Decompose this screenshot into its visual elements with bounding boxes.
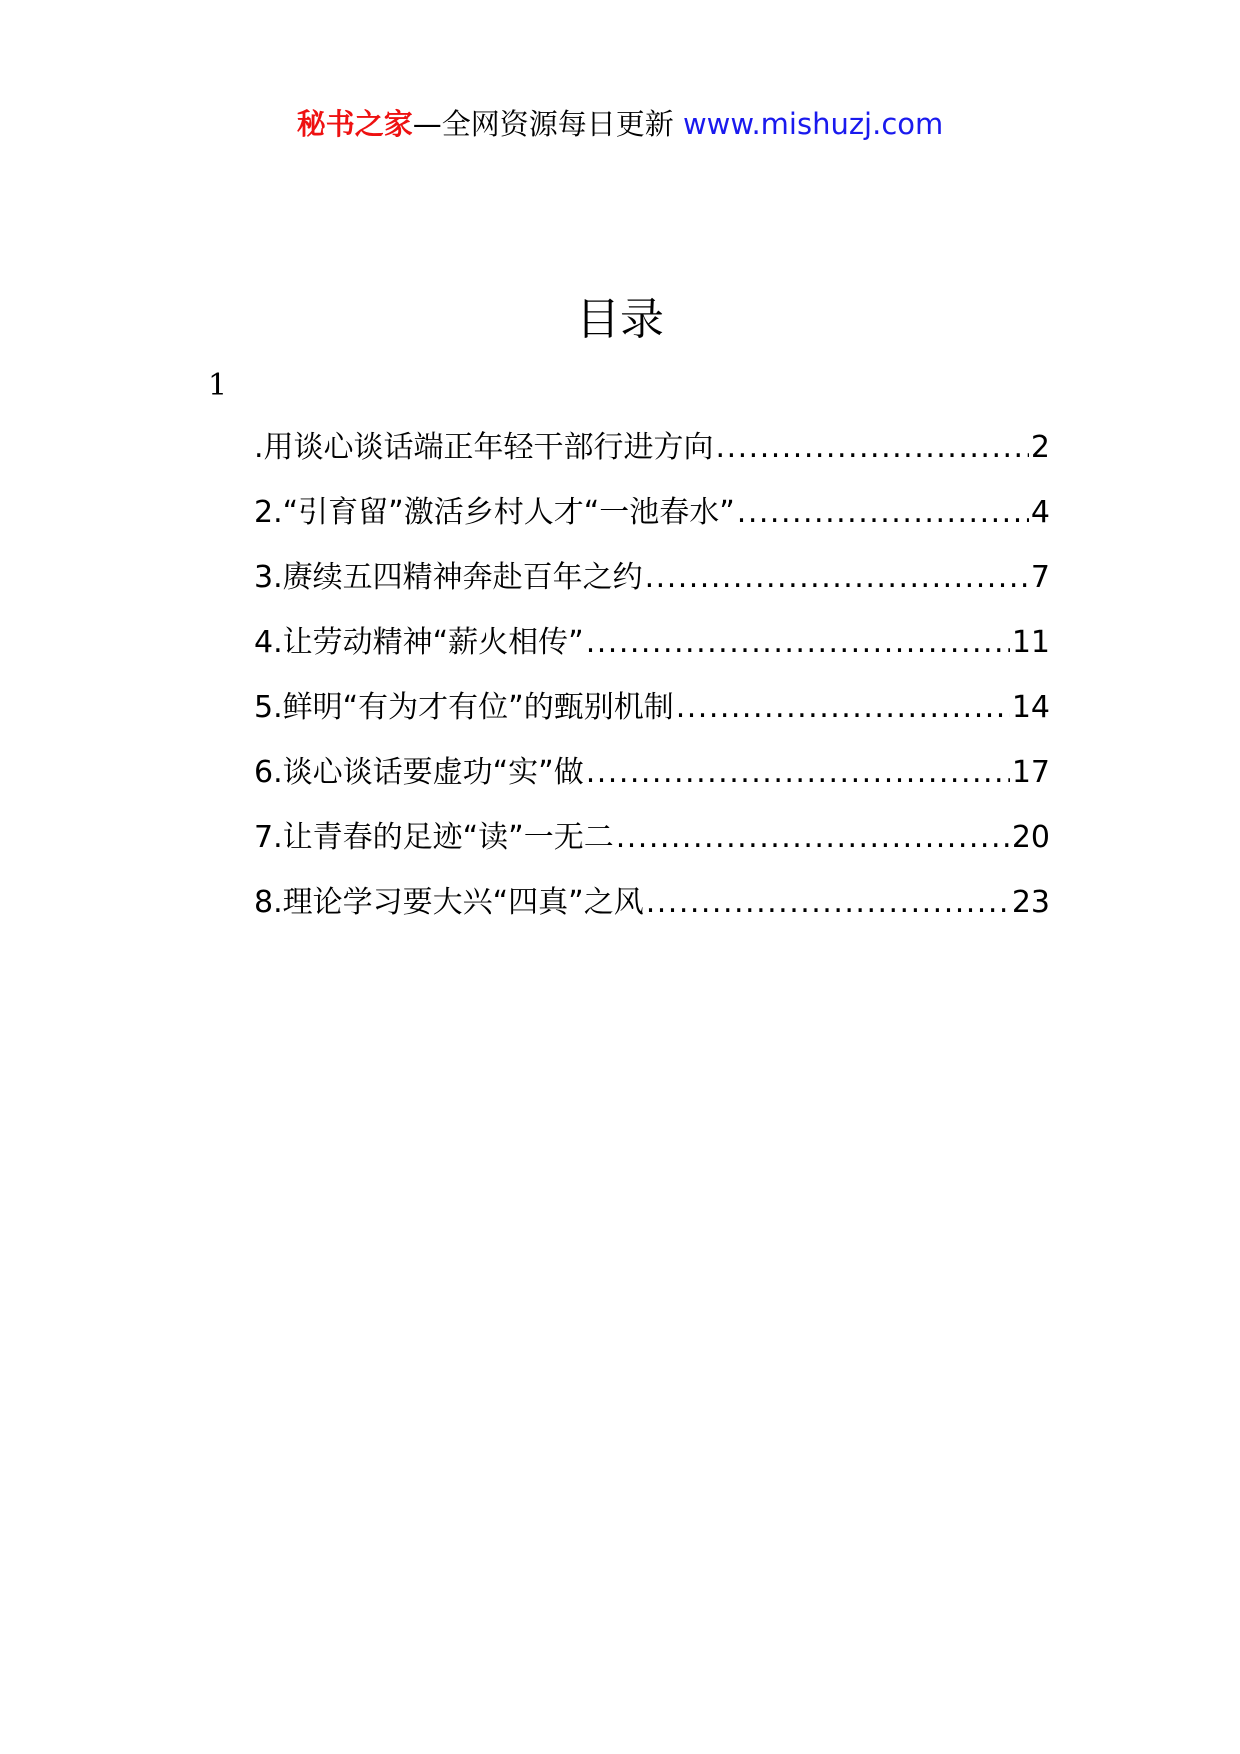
toc-dot-leader xyxy=(737,493,1029,533)
toc-entry[interactable] xyxy=(254,818,1050,883)
toc-entry[interactable] xyxy=(254,558,1050,623)
toc-entry-title: .用谈心谈话端正年轻干部行进方向 xyxy=(254,430,714,465)
toc-dot-leader xyxy=(586,753,1010,793)
toc-entry-title: 2.“引育留”激活乡村人才“一池春水” xyxy=(254,495,735,530)
toc-entry-title: 8.理论学习要大兴“四真”之风 xyxy=(254,885,644,920)
toc-entry[interactable] xyxy=(254,623,1050,688)
toc-entry-page: 2 xyxy=(1030,430,1050,465)
toc-entry-title: 5.鲜明“有为才有位”的甄别机制 xyxy=(254,690,674,725)
toc-entry[interactable] xyxy=(254,883,1050,948)
toc-entry-page: 23 xyxy=(1011,885,1050,920)
toc-entry-title: 3.赓续五四精神奔赴百年之约 xyxy=(254,560,643,595)
toc-entry-page: 14 xyxy=(1011,690,1050,725)
list-number: 1 xyxy=(208,368,228,403)
table-of-contents xyxy=(254,428,1050,948)
site-tagline: —全网资源每日更新 xyxy=(412,107,674,141)
toc-dot-leader xyxy=(616,818,1010,858)
toc-entry-title: 7.让青春的足迹“读”一无二 xyxy=(254,820,614,855)
toc-entry[interactable] xyxy=(254,493,1050,558)
toc-dot-leader xyxy=(646,883,1010,923)
toc-dot-leader xyxy=(645,558,1029,598)
toc-entry[interactable] xyxy=(254,688,1050,753)
toc-entry[interactable] xyxy=(254,428,1050,493)
toc-entry-page: 20 xyxy=(1011,820,1050,855)
toc-dot-leader xyxy=(676,688,1010,728)
toc-entry[interactable] xyxy=(254,753,1050,818)
toc-entry-page: 7 xyxy=(1030,560,1050,595)
toc-title: 目录 xyxy=(576,294,664,345)
toc-entry-title: 6.谈心谈话要虚功“实”做 xyxy=(254,755,584,790)
site-header xyxy=(0,104,1240,144)
toc-entry-page: 11 xyxy=(1011,625,1050,660)
toc-dot-leader xyxy=(586,623,1010,663)
site-url-link[interactable]: www.mishuzj.com xyxy=(682,107,944,141)
site-brand: 秘书之家 xyxy=(296,107,413,141)
toc-entry-page: 4 xyxy=(1030,495,1050,530)
toc-entry-page: 17 xyxy=(1011,755,1050,790)
toc-entry-title: 4.让劳动精神“薪火相传” xyxy=(254,625,584,660)
toc-dot-leader xyxy=(716,428,1029,468)
